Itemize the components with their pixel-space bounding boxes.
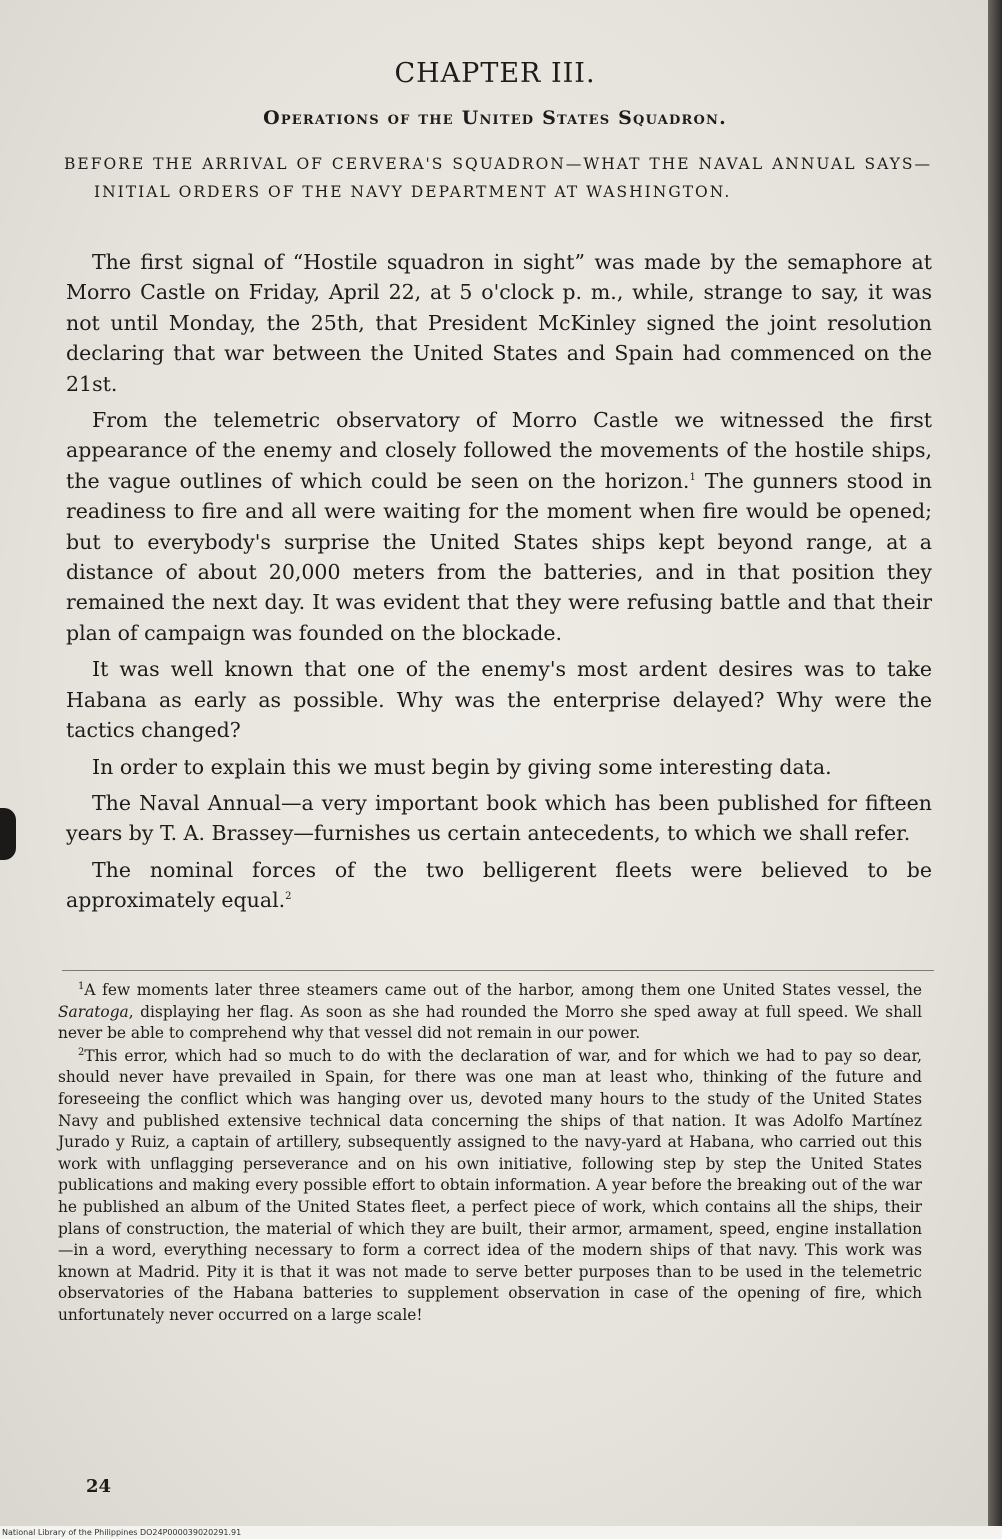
paragraph-1 xyxy=(66,247,932,399)
chapter-summary: BEFORE THE ARRIVAL OF CERVERA'S SQUADRON—WHAT THE NAVAL ANNUAL SAYS—INITIAL ORDERS OF THE NAVY DEPARTMENT AT WASHINGTON. xyxy=(64,155,932,201)
footnote-2-marker: 2 xyxy=(78,1046,85,1058)
footnotes xyxy=(58,980,922,1328)
paragraph-1-text: The first signal of “Hostile squadron in sight” was made by the semaphore at Morro Castle on Friday, April 22, at 5 o'clock p. m., while, strange to say, it was not until Monday, the 25th, that President McKinley signed the joint resolution declaring that war between the United States and Spain had commenced on the 21st. xyxy=(66,250,932,396)
paragraph-3 xyxy=(66,654,932,745)
paragraph-4-text: In order to explain this we must begin by giving some interesting data. xyxy=(92,754,832,779)
page-number: 24 xyxy=(86,1476,112,1497)
paragraph-3-text: It was well known that one of the enemy's most ardent desires was to take Habana as early as possible. Why was the enterprise delayed? Why were the tactics changed? xyxy=(66,657,932,743)
section-title: Operations of the United States Squadron. xyxy=(263,107,727,129)
page-edge-shadow xyxy=(988,0,1002,1539)
paragraph-5-text: The Naval Annual—a very important book which has been published for fifteen years by T. A. Brassey—furnishes us certain antecedents, to which we shall refer. xyxy=(66,790,932,846)
ship-name: Saratoga xyxy=(58,1002,129,1021)
footnote-1 xyxy=(58,980,922,1045)
scan-credit: National Library of the Philippines DO24P000039020291.91 xyxy=(0,1526,1002,1539)
paragraph-4 xyxy=(66,752,932,782)
footnote-divider xyxy=(62,970,934,971)
footnote-ref-1: 1 xyxy=(689,472,696,484)
footnote-1-text-b: , displaying her flag. As soon as she had rounded the Morro she sped away at full speed. We shall never be able to comprehend why that vessel did not remain in our power. xyxy=(58,1002,922,1043)
paragraph-6 xyxy=(66,855,932,916)
paragraph-2-text-a: From the telemetric observatory of Morro Castle we witnessed the first appearance of the enemy and closely followed the movements of the hostile ships, the vague outlines of which could be seen on the horizon. xyxy=(66,408,932,493)
footnote-2 xyxy=(58,1046,922,1327)
body-text xyxy=(66,247,932,922)
paragraph-5 xyxy=(66,788,932,849)
chapter-title: CHAPTER III. xyxy=(394,58,596,89)
footnote-1-text-a: A few moments later three steamers came out of the harbor, among them one United States vessel, the xyxy=(84,981,922,999)
ink-blot xyxy=(0,808,16,860)
footnote-1-marker: 1 xyxy=(78,980,85,992)
footnote-2-text: This error, which had so much to do with the declaration of war, and for which we had to pay so dear, should never have prevailed in Spain, for there was one man at least who, thinking of the future and foreseeing the conflict which was hanging over us, devoted many hours to the study of the United States Navy and published extensive technical data concerning the ships of that nation. It was Adolfo Martínez Jurado y Ruiz, a captain of artillery, subsequently assigned to the navy-yard at Habana, who carried out this work with unflagging perseverance and on his own initiative, following step by step the United States publications and making every possible effort to obtain information. A year before the breaking out of the war he published an album of the United States fleet, a perfect piece of work, which contains all the ships, their plans of construction, the material of which they are built, their armor, armament, speed, engine installation—in a word, everything necessary to form a correct idea of the modern ships of that navy. This work was known at Madrid. Pity it is that it was not made to serve better purposes than to be used in the telemetric observatories of the Habana batteries to supplement observation in case of the opening of fire, which unfortunately never occurred on a large scale! xyxy=(58,1046,922,1324)
paragraph-6-text: The nominal forces of the two belligerent fleets were believed to be approximately equal. xyxy=(66,857,932,913)
paragraph-2 xyxy=(66,405,932,648)
footnote-ref-2: 2 xyxy=(285,891,292,903)
paragraph-2-text-b: The gunners stood in readiness to fire and all were waiting for the moment when fire would be opened; but to everybody's surprise the United States ships kept beyond range, at a distance of about 20,000 meters from the batteries, and in that position they remained the next day. It was evident that they were refusing battle and that their plan of campaign was founded on the blockade. xyxy=(66,468,932,645)
